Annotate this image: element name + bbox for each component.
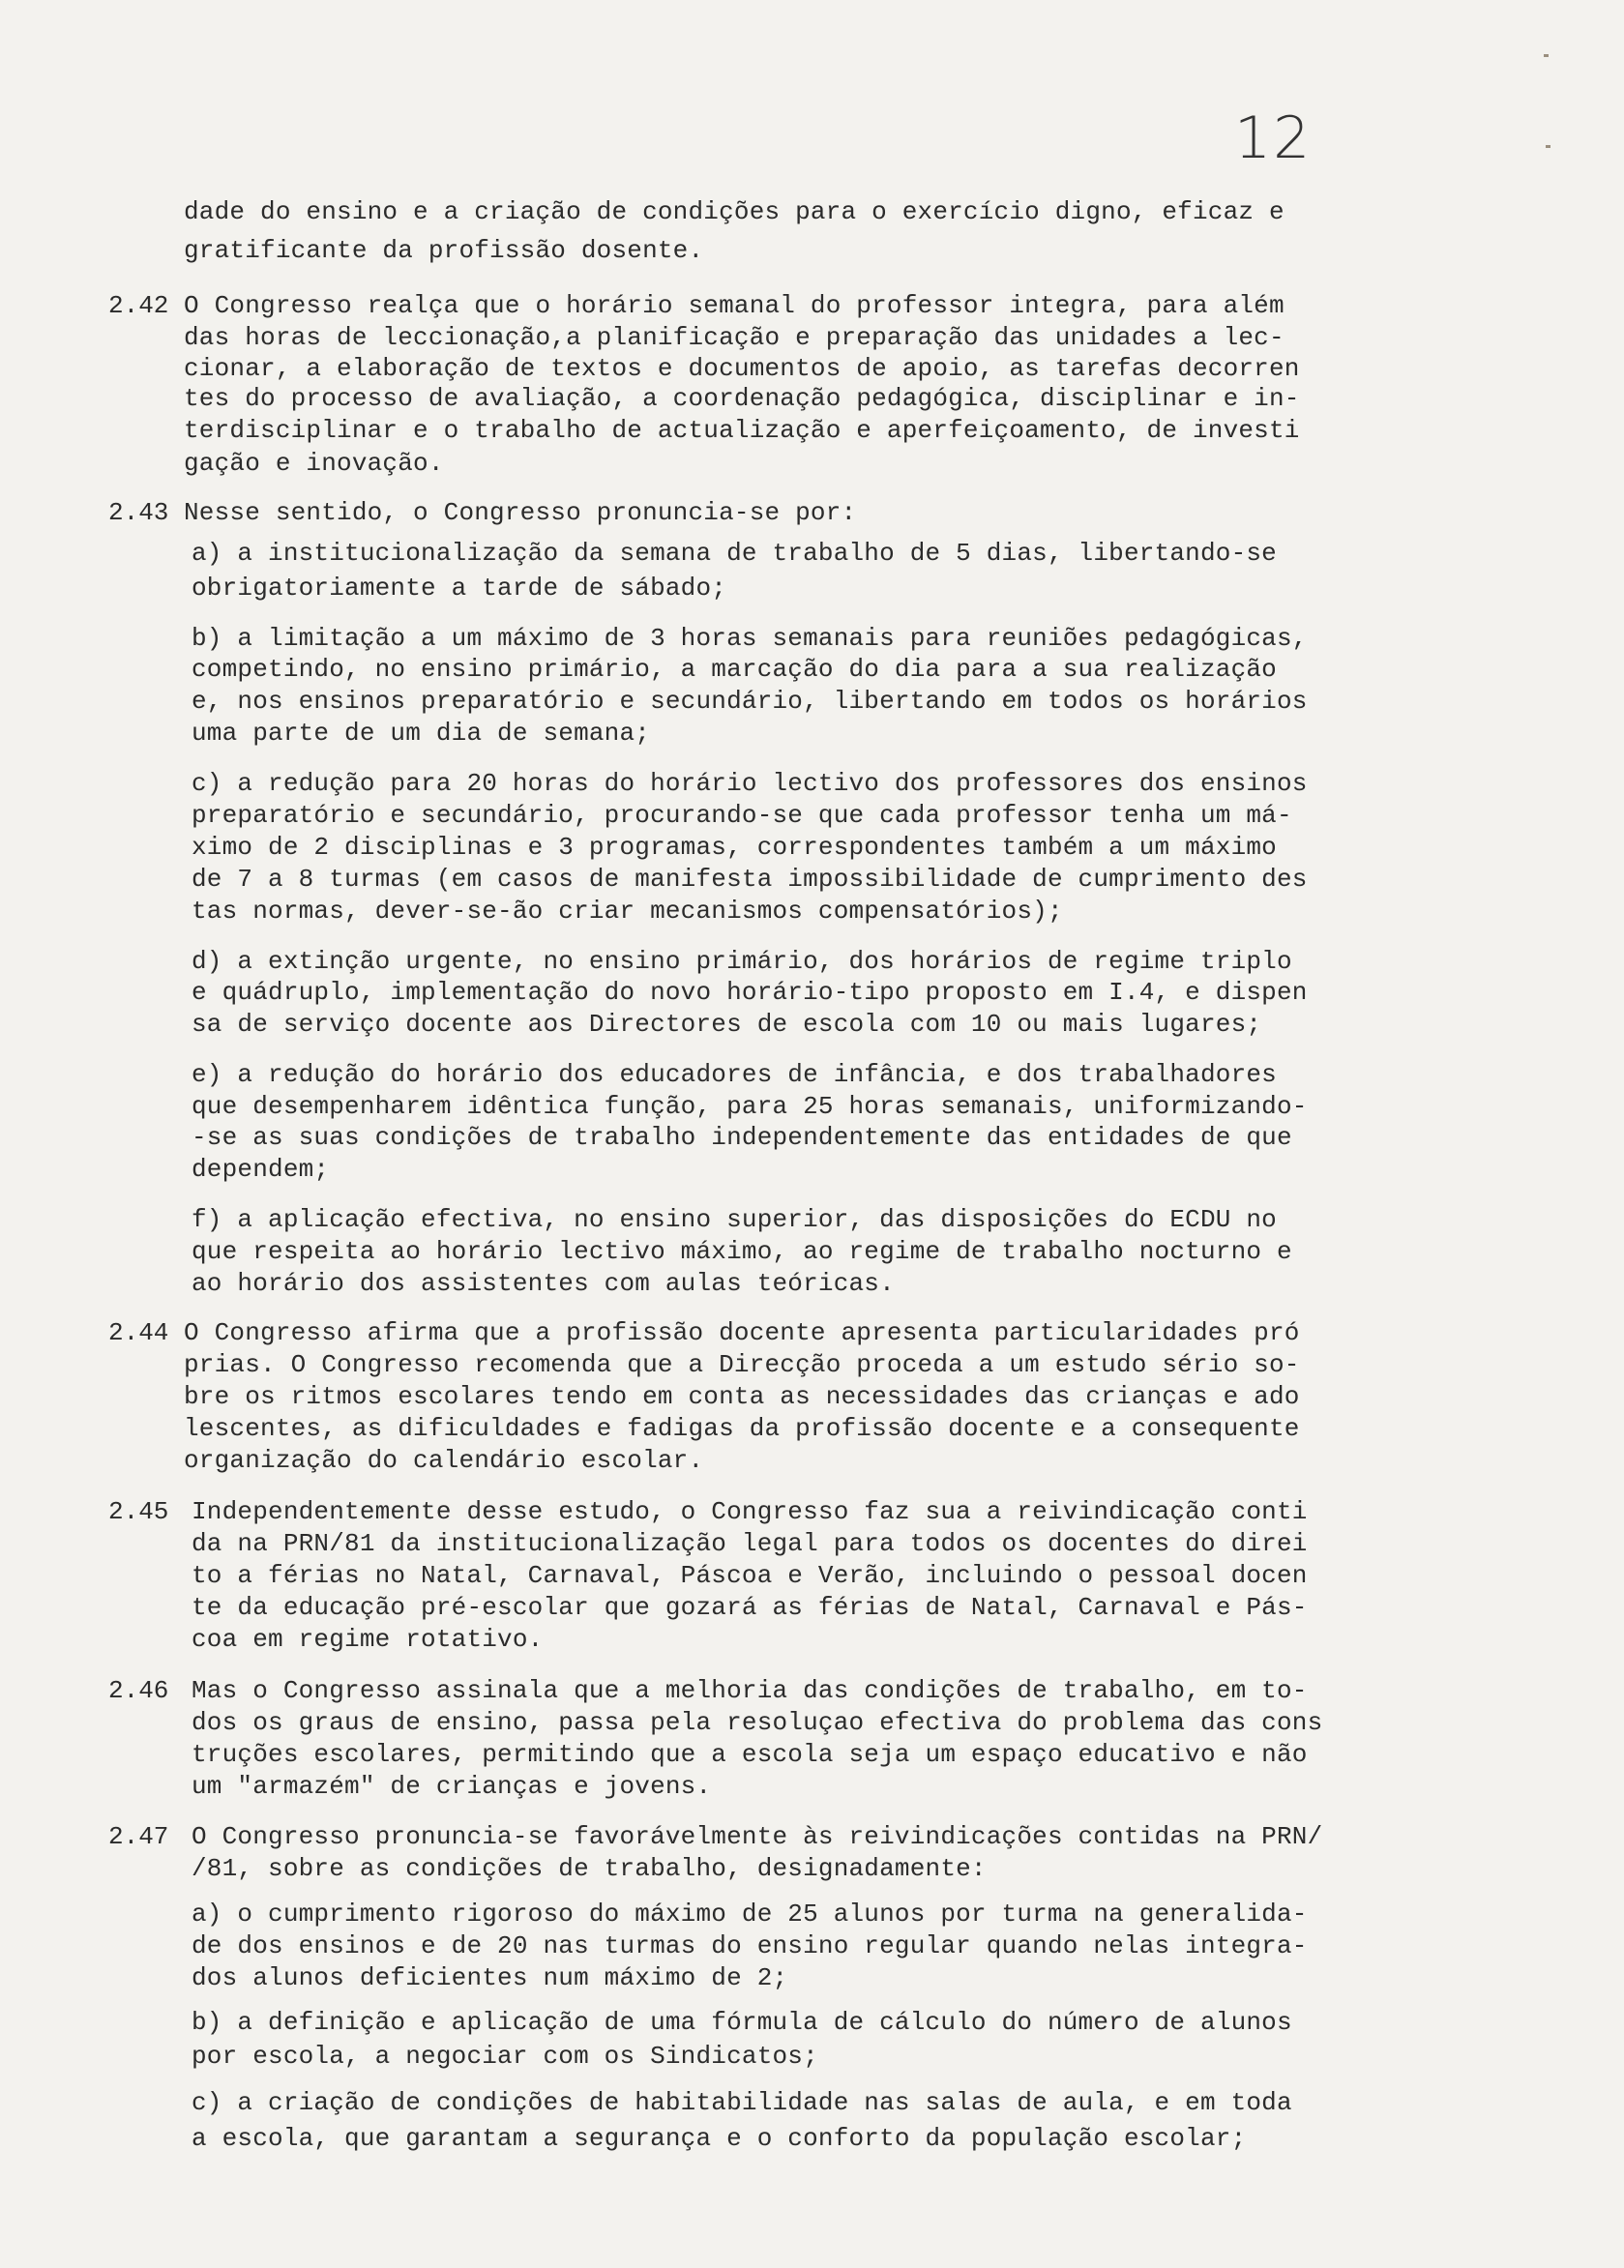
section-number: 2.45 [108, 1497, 169, 1526]
section-number: 2.42 [108, 291, 169, 320]
list-item-line: b) a definição e aplicação de uma fórmula de cálculo do número de alunos [192, 2008, 1292, 2037]
intro-line: gratificante da profissão dosente. [184, 236, 704, 265]
paragraph-line: tes do processo de avaliação, a coordenação pedagógica, disciplinar e in- [184, 384, 1300, 413]
paragraph-line: Independentemente desse estudo, o Congresso faz sua a reivindicação conti [192, 1497, 1308, 1526]
list-item-line: tas normas, dever-se-ão criar mecanismos compensatórios); [192, 897, 1063, 926]
list-item-line: ximo de 2 disciplinas e 3 programas, correspondentes também a um máximo [192, 833, 1277, 862]
paragraph-line: cionar, a elaboração de textos e documentos de apoio, as tarefas decorren [184, 354, 1300, 383]
paragraph-line: truções escolares, permitindo que a escola seja um espaço educativo e não [192, 1740, 1308, 1769]
paragraph-line: O Congresso realça que o horário semanal do professor integra, para além [184, 291, 1284, 320]
paragraph-line: lescentes, as dificuldades e fadigas da profissão docente e a consequente [184, 1414, 1300, 1443]
section-number: 2.43 [108, 498, 169, 527]
list-item-line: dos alunos deficientes num máximo de 2; [192, 1963, 788, 1992]
paragraph-line: Mas o Congresso assinala que a melhoria das condições de trabalho, em to- [192, 1676, 1308, 1705]
list-item-line: competindo, no ensino primário, a marcação do dia para a sua realização [192, 655, 1277, 684]
list-item-line: por escola, a negociar com os Sindicatos; [192, 2042, 818, 2071]
paragraph-line: dos os graus de ensino, passa pela resoluçao efectiva do problema das cons [192, 1708, 1323, 1737]
paragraph-line: gação e inovação. [184, 449, 444, 478]
paragraph-line: to a férias no Natal, Carnaval, Páscoa e Verão, incluindo o pessoal docen [192, 1561, 1308, 1590]
section-number: 2.46 [108, 1676, 169, 1705]
list-item-line: a) o cumprimento rigoroso do máximo de 25 alunos por turma na generalida- [192, 1900, 1308, 1929]
paragraph-line: coa em regime rotativo. [192, 1625, 544, 1654]
list-item-line: e, nos ensinos preparatório e secundário, libertando em todos os horários [192, 687, 1308, 716]
list-item-line: uma parte de um dia de semana; [192, 719, 651, 748]
paragraph-line: O Congresso pronuncia-se favorávelmente às reivindicações contidas na PRN/ [192, 1822, 1323, 1851]
list-item-line: d) a extinção urgente, no ensino primário, dos horários de regime triplo [192, 947, 1292, 976]
list-item-line: de 7 a 8 turmas (em casos de manifesta impossibilidade de cumprimento des [192, 865, 1308, 894]
paragraph-line: um "armazém" de crianças e jovens. [192, 1772, 712, 1801]
list-item-line: dependem; [192, 1155, 330, 1184]
list-item-line: ao horário dos assistentes com aulas teóricas. [192, 1269, 895, 1298]
paragraph-line: Nesse sentido, o Congresso pronuncia-se por: [184, 498, 857, 527]
list-item-line: a escola, que garantam a segurança e o conforto da população escolar; [192, 2124, 1247, 2153]
list-item-line: f) a aplicação efectiva, no ensino superior, das disposições do ECDU no [192, 1205, 1277, 1234]
list-item-line: a) a institucionalização da semana de trabalho de 5 dias, libertando-se [192, 539, 1277, 568]
paragraph-line: /81, sobre as condições de trabalho, designadamente: [192, 1854, 987, 1883]
paragraph-line: prias. O Congresso recomenda que a Direcção proceda a um estudo sério so- [184, 1350, 1300, 1379]
list-item-line: e quádruplo, implementação do novo horário-tipo proposto em I.4, e dispen [192, 978, 1308, 1007]
list-item-line: -se as suas condições de trabalho independentemente das entidades de que [192, 1123, 1292, 1152]
list-item-line: c) a redução para 20 horas do horário lectivo dos professores dos ensinos [192, 769, 1308, 798]
paragraph-line: das horas de leccionação,a planificação e preparação das unidades a lec- [184, 323, 1284, 352]
list-item-line: c) a criação de condições de habitabilidade nas salas de aula, e em toda [192, 2088, 1292, 2117]
list-item-line: preparatório e secundário, procurando-se que cada professor tenha um má- [192, 801, 1292, 830]
list-item-line: obrigatoriamente a tarde de sábado; [192, 574, 727, 603]
list-item-line: de dos ensinos e de 20 nas turmas do ensino regular quando nelas integra- [192, 1931, 1308, 1960]
paragraph-line: bre os ritmos escolares tendo em conta as necessidades das crianças e ado [184, 1382, 1300, 1411]
list-item-line: e) a redução do horário dos educadores de infância, e dos trabalhadores [192, 1060, 1277, 1089]
page-number: 12 [1234, 104, 1313, 172]
section-number: 2.44 [108, 1318, 169, 1347]
paragraph-line: da na PRN/81 da institucionalização legal para todos os docentes do direi [192, 1529, 1308, 1558]
intro-line: dade do ensino e a criação de condições para o exercício digno, eficaz e [184, 197, 1284, 226]
list-item-line: b) a limitação a um máximo de 3 horas semanais para reuniões pedagógicas, [192, 624, 1308, 653]
paragraph-line: O Congresso afirma que a profissão docente apresenta particularidades pró [184, 1318, 1300, 1347]
paragraph-line: terdisciplinar e o trabalho de actualização e aperfeiçoamento, de investi [184, 416, 1300, 445]
section-number: 2.47 [108, 1822, 169, 1851]
paragraph-line: te da educação pré-escolar que gozará as férias de Natal, Carnaval e Pás- [192, 1593, 1308, 1622]
list-item-line: que respeita ao horário lectivo máximo, ao regime de trabalho nocturno e [192, 1237, 1292, 1266]
list-item-line: que desempenharem idêntica função, para 25 horas semanais, uniformizando- [192, 1092, 1308, 1121]
list-item-line: sa de serviço docente aos Directores de escola com 10 ou mais lugares; [192, 1010, 1262, 1039]
paragraph-line: organização do calendário escolar. [184, 1446, 704, 1475]
